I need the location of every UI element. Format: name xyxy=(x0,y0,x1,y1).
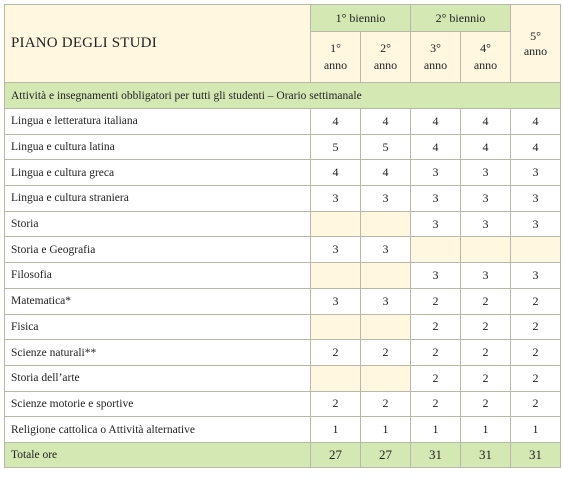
table-row xyxy=(5,109,561,135)
table-row xyxy=(5,186,561,212)
year-word: anno xyxy=(373,58,398,72)
total-hours-cell: 27 xyxy=(311,442,361,467)
subject-cell: Fisica xyxy=(5,314,311,340)
total-label: Totale ore xyxy=(5,442,311,467)
hours-cell: 4 xyxy=(411,134,461,160)
subject-cell: Storia xyxy=(5,211,311,237)
hours-cell xyxy=(361,365,411,391)
hours-cell: 4 xyxy=(311,160,361,186)
hours-cell: 5 xyxy=(361,134,411,160)
total-hours-cell: 31 xyxy=(511,442,561,467)
year-word: anno xyxy=(423,58,448,72)
table-row xyxy=(5,237,561,263)
hours-cell: 4 xyxy=(511,109,561,135)
hours-cell: 3 xyxy=(461,160,511,186)
hours-cell: 4 xyxy=(311,109,361,135)
hours-cell: 1 xyxy=(311,417,361,443)
hours-cell: 2 xyxy=(411,365,461,391)
year-word: anno xyxy=(323,58,348,72)
hours-cell: 3 xyxy=(511,211,561,237)
hours-cell: 2 xyxy=(461,340,511,366)
hours-cell: 3 xyxy=(511,263,561,289)
table-title: PIANO DEGLI STUDI xyxy=(5,5,311,83)
subject-cell: Lingua e cultura straniera xyxy=(5,186,311,212)
year-header xyxy=(411,32,461,83)
year-header xyxy=(361,32,411,83)
hours-cell: 3 xyxy=(511,186,561,212)
hours-cell: 4 xyxy=(361,109,411,135)
hours-cell: 2 xyxy=(361,340,411,366)
total-hours-cell: 27 xyxy=(361,442,411,467)
hours-cell: 3 xyxy=(411,186,461,212)
year-header xyxy=(311,32,361,83)
hours-cell: 3 xyxy=(461,211,511,237)
hours-cell: 2 xyxy=(411,340,461,366)
hours-cell: 3 xyxy=(311,186,361,212)
total-hours-cell: 31 xyxy=(461,442,511,467)
hours-cell: 1 xyxy=(411,417,461,443)
table-row xyxy=(5,160,561,186)
hours-cell: 5 xyxy=(311,134,361,160)
hours-cell: 3 xyxy=(411,160,461,186)
hours-cell: 3 xyxy=(461,186,511,212)
year-number: 1° xyxy=(330,41,341,55)
subject-cell: Lingua e cultura greca xyxy=(5,160,311,186)
first-biennio-header: 1° biennio xyxy=(311,5,411,32)
subject-cell: Lingua e letteratura italiana xyxy=(5,109,311,135)
subject-cell: Religione cattolica o Attività alternative xyxy=(5,417,311,443)
hours-cell xyxy=(311,365,361,391)
header-row-bienni xyxy=(5,5,561,32)
hours-cell: 3 xyxy=(311,288,361,314)
hours-cell: 4 xyxy=(461,109,511,135)
hours-cell: 3 xyxy=(411,263,461,289)
year-number: 2° xyxy=(380,41,391,55)
subject-cell: Storia dell’arte xyxy=(5,365,311,391)
hours-cell: 2 xyxy=(461,365,511,391)
subject-cell: Lingua e cultura latina xyxy=(5,134,311,160)
hours-cell xyxy=(461,237,511,263)
hours-cell xyxy=(411,237,461,263)
hours-cell: 3 xyxy=(361,186,411,212)
total-row xyxy=(5,442,561,467)
hours-cell: 1 xyxy=(461,417,511,443)
hours-cell: 2 xyxy=(311,391,361,417)
hours-cell: 2 xyxy=(461,391,511,417)
hours-cell: 1 xyxy=(361,417,411,443)
year-word: anno xyxy=(473,58,498,72)
table-row xyxy=(5,134,561,160)
section-row xyxy=(5,83,561,109)
hours-cell: 3 xyxy=(311,237,361,263)
hours-cell: 2 xyxy=(511,365,561,391)
hours-cell: 3 xyxy=(361,288,411,314)
hours-cell: 2 xyxy=(411,314,461,340)
table-row xyxy=(5,288,561,314)
hours-cell: 2 xyxy=(461,288,511,314)
hours-cell xyxy=(511,237,561,263)
hours-cell xyxy=(361,211,411,237)
subject-cell: Scienze motorie e sportive xyxy=(5,391,311,417)
hours-cell: 3 xyxy=(361,237,411,263)
hours-cell: 2 xyxy=(511,340,561,366)
second-biennio-header: 2° biennio xyxy=(411,5,511,32)
hours-cell: 2 xyxy=(311,340,361,366)
year-header xyxy=(461,32,511,83)
year-number: 3° xyxy=(430,41,441,55)
hours-cell: 2 xyxy=(411,391,461,417)
subject-cell: Matematica* xyxy=(5,288,311,314)
hours-cell: 1 xyxy=(511,417,561,443)
hours-cell: 4 xyxy=(361,160,411,186)
hours-cell: 4 xyxy=(511,134,561,160)
hours-cell: 2 xyxy=(461,314,511,340)
hours-cell: 4 xyxy=(411,109,461,135)
hours-cell xyxy=(311,263,361,289)
hours-cell: 2 xyxy=(511,391,561,417)
table-body xyxy=(5,83,561,468)
total-hours-cell: 31 xyxy=(411,442,461,467)
hours-cell: 2 xyxy=(361,391,411,417)
hours-cell: 2 xyxy=(511,288,561,314)
table-row xyxy=(5,314,561,340)
section-title: Attività e insegnamenti obbligatori per tutti gli studenti – Orario settimanale xyxy=(5,83,561,109)
hours-cell: 3 xyxy=(411,211,461,237)
hours-cell xyxy=(311,211,361,237)
hours-cell: 2 xyxy=(511,314,561,340)
hours-cell: 3 xyxy=(511,160,561,186)
hours-cell: 4 xyxy=(461,134,511,160)
table-row xyxy=(5,391,561,417)
hours-cell: 2 xyxy=(411,288,461,314)
table-row xyxy=(5,211,561,237)
fifth-year-header: 5° anno xyxy=(511,5,561,83)
table-row xyxy=(5,365,561,391)
hours-cell: 3 xyxy=(461,263,511,289)
hours-cell xyxy=(361,263,411,289)
table-row xyxy=(5,417,561,443)
subject-cell: Filosofia xyxy=(5,263,311,289)
table-row xyxy=(5,263,561,289)
subject-cell: Storia e Geografia xyxy=(5,237,311,263)
subject-cell: Scienze naturali** xyxy=(5,340,311,366)
hours-cell xyxy=(361,314,411,340)
table-row xyxy=(5,340,561,366)
study-plan-table xyxy=(4,4,561,468)
study-plan xyxy=(4,4,561,468)
year-number: 4° xyxy=(480,41,491,55)
hours-cell xyxy=(311,314,361,340)
